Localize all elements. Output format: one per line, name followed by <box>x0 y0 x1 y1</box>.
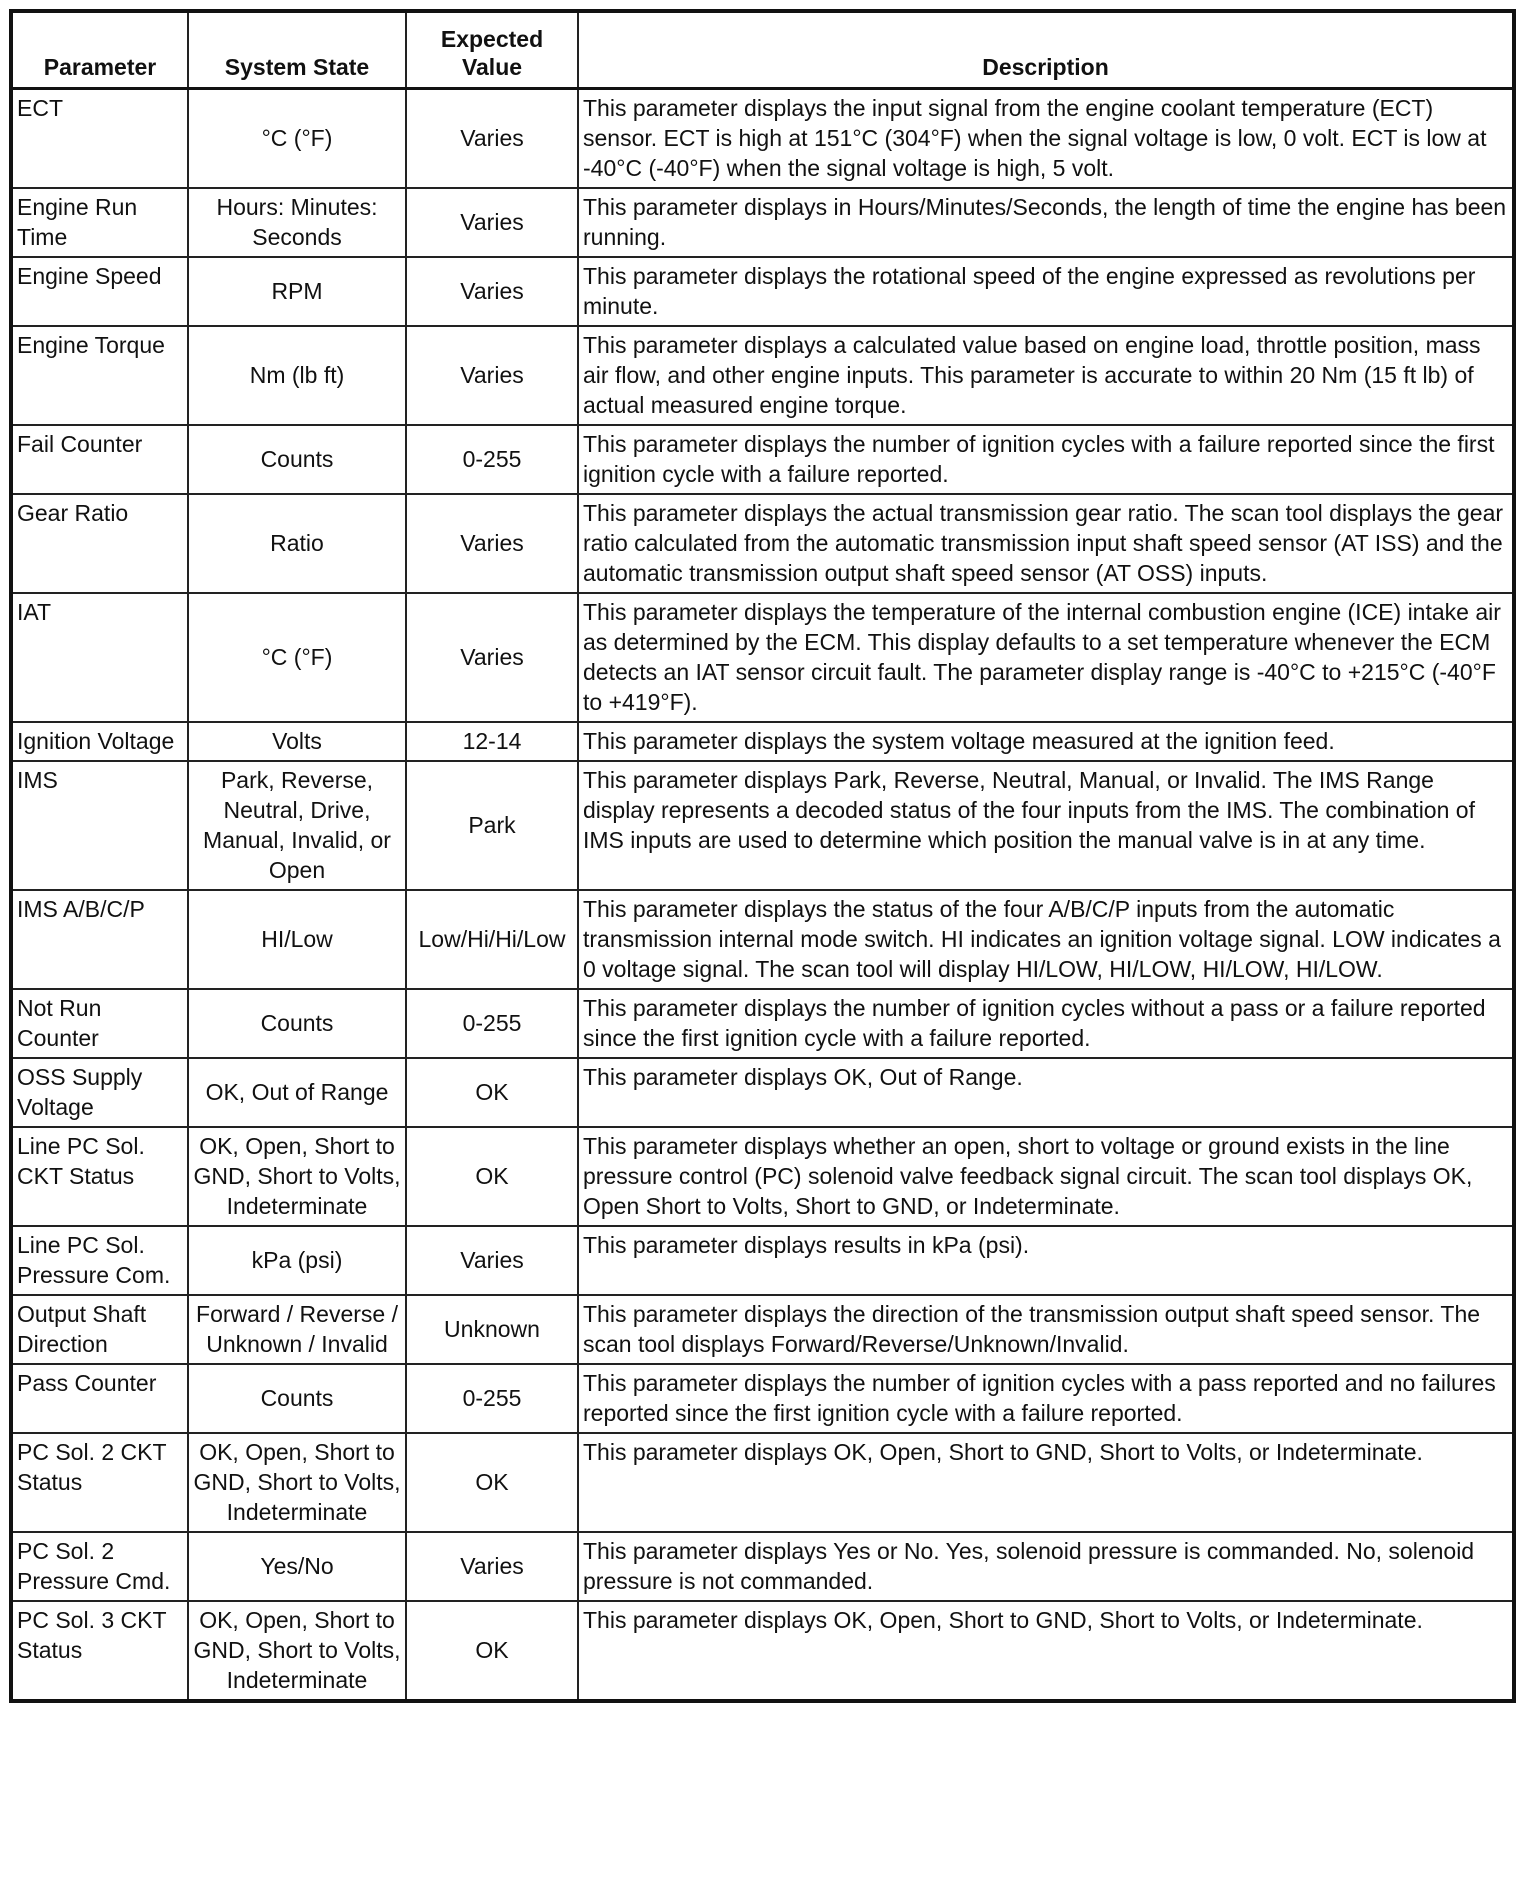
system-state-cell: Nm (lb ft) <box>188 326 406 425</box>
table-row <box>11 326 1514 425</box>
expected-value-cell: OK <box>406 1601 578 1701</box>
description-cell: This parameter displays the number of ignition cycles without a pass or a failure reported since the first ignition cycle with a failure reported. <box>578 989 1514 1058</box>
table-row <box>11 1226 1514 1295</box>
system-state-cell: Counts <box>188 1364 406 1433</box>
parameter-cell: Fail Counter <box>11 425 188 494</box>
table-row <box>11 890 1514 989</box>
description-cell: This parameter displays OK, Open, Short to GND, Short to Volts, or Indeterminate. <box>578 1601 1514 1701</box>
description-cell: This parameter displays the rotational speed of the engine expressed as revolutions per minute. <box>578 257 1514 326</box>
header-expected-value: Expected Value <box>406 11 578 89</box>
table-row <box>11 257 1514 326</box>
description-cell: This parameter displays the system voltage measured at the ignition feed. <box>578 722 1514 761</box>
expected-value-cell: Varies <box>406 1226 578 1295</box>
parameter-cell: Output Shaft Direction <box>11 1295 188 1364</box>
expected-value-cell: Park <box>406 761 578 890</box>
description-cell: This parameter displays the number of ignition cycles with a failure reported since the first ignition cycle with a failure reported. <box>578 425 1514 494</box>
parameter-cell: OSS Supply Voltage <box>11 1058 188 1127</box>
parameter-cell: Engine Run Time <box>11 188 188 257</box>
parameter-cell: Engine Speed <box>11 257 188 326</box>
description-cell: This parameter displays OK, Out of Range. <box>578 1058 1514 1127</box>
expected-value-cell: Varies <box>406 188 578 257</box>
table-row <box>11 1127 1514 1226</box>
parameter-cell: Not Run Counter <box>11 989 188 1058</box>
description-cell: This parameter displays the input signal from the engine coolant temperature (ECT) sensor. ECT is high at 151°C (304°F) when the signal voltage is low, 0 volt. ECT is low at -40°C (-40°F) when the signal voltage is high, 5 volt. <box>578 89 1514 189</box>
header-description: Description <box>578 11 1514 89</box>
table-row <box>11 593 1514 722</box>
expected-value-cell: 0-255 <box>406 1364 578 1433</box>
expected-value-cell: Unknown <box>406 1295 578 1364</box>
parameter-cell: PC Sol. 2 CKT Status <box>11 1433 188 1532</box>
expected-value-cell: Varies <box>406 494 578 593</box>
description-cell: This parameter displays a calculated value based on engine load, throttle position, mass air flow, and other engine inputs. This parameter is accurate to within 20 Nm (15 ft lb) of actual measured engine torque. <box>578 326 1514 425</box>
header-parameter: Parameter <box>11 11 188 89</box>
description-cell: This parameter displays the number of ignition cycles with a pass reported and no failures reported since the first ignition cycle with a failure reported. <box>578 1364 1514 1433</box>
description-cell: This parameter displays the direction of the transmission output shaft speed sensor. The scan tool displays Forward/Reverse/Unknown/Invalid. <box>578 1295 1514 1364</box>
system-state-cell: Volts <box>188 722 406 761</box>
parameter-cell: Line PC Sol. CKT Status <box>11 1127 188 1226</box>
expected-value-cell: Varies <box>406 326 578 425</box>
parameter-cell: Engine Torque <box>11 326 188 425</box>
parameter-cell: Line PC Sol. Pressure Com. <box>11 1226 188 1295</box>
description-cell: This parameter displays the temperature of the internal combustion engine (ICE) intake air as determined by the ECM. This display defaults to a set temperature whenever the ECM detects an IAT sensor circuit fault. The parameter display range is -40°C to +215°C (-40°F to +419°F). <box>578 593 1514 722</box>
expected-value-cell: OK <box>406 1058 578 1127</box>
expected-value-cell: Varies <box>406 257 578 326</box>
system-state-cell: Hours: Minutes: Seconds <box>188 188 406 257</box>
system-state-cell: OK, Out of Range <box>188 1058 406 1127</box>
parameter-cell: PC Sol. 3 CKT Status <box>11 1601 188 1701</box>
system-state-cell: Yes/No <box>188 1532 406 1601</box>
table-row <box>11 89 1514 189</box>
description-cell: This parameter displays whether an open, short to voltage or ground exists in the line pressure control (PC) solenoid valve feedback signal circuit. The scan tool displays OK, Open Short to Volts, Short to GND, or Indeterminate. <box>578 1127 1514 1226</box>
parameter-cell: Pass Counter <box>11 1364 188 1433</box>
parameter-cell: PC Sol. 2 Pressure Cmd. <box>11 1532 188 1601</box>
header-system-state: System State <box>188 11 406 89</box>
table-row <box>11 1058 1514 1127</box>
parameter-cell: ECT <box>11 89 188 189</box>
system-state-cell: OK, Open, Short to GND, Short to Volts, Indeterminate <box>188 1433 406 1532</box>
table-row <box>11 1364 1514 1433</box>
parameter-cell: Ignition Voltage <box>11 722 188 761</box>
description-cell: This parameter displays the status of the four A/B/C/P inputs from the automatic transmission internal mode switch. HI indicates an ignition voltage signal. LOW indicates a 0 voltage signal. The scan tool will display HI/LOW, HI/LOW, HI/LOW, HI/LOW. <box>578 890 1514 989</box>
parameter-cell: IMS A/B/C/P <box>11 890 188 989</box>
system-state-cell: Forward / Reverse / Unknown / Invalid <box>188 1295 406 1364</box>
system-state-cell: OK, Open, Short to GND, Short to Volts, Indeterminate <box>188 1127 406 1226</box>
table-row <box>11 494 1514 593</box>
system-state-cell: °C (°F) <box>188 593 406 722</box>
system-state-cell: HI/Low <box>188 890 406 989</box>
table-row <box>11 989 1514 1058</box>
table-row <box>11 1295 1514 1364</box>
table-row <box>11 1433 1514 1532</box>
table-row <box>11 1601 1514 1701</box>
system-state-cell: RPM <box>188 257 406 326</box>
description-cell: This parameter displays results in kPa (psi). <box>578 1226 1514 1295</box>
table-header-row <box>11 11 1514 89</box>
expected-value-cell: 0-255 <box>406 989 578 1058</box>
system-state-cell: Counts <box>188 989 406 1058</box>
expected-value-cell: OK <box>406 1127 578 1226</box>
parameter-table-container <box>9 9 1512 1703</box>
table-row <box>11 761 1514 890</box>
expected-value-cell: 0-255 <box>406 425 578 494</box>
parameter-cell: Gear Ratio <box>11 494 188 593</box>
system-state-cell: kPa (psi) <box>188 1226 406 1295</box>
table-row <box>11 722 1514 761</box>
description-cell: This parameter displays Park, Reverse, Neutral, Manual, or Invalid. The IMS Range display represents a decoded status of the four inputs from the IMS. The combination of IMS inputs are used to determine which position the manual valve is in at any time. <box>578 761 1514 890</box>
description-cell: This parameter displays OK, Open, Short to GND, Short to Volts, or Indeterminate. <box>578 1433 1514 1532</box>
expected-value-cell: Varies <box>406 593 578 722</box>
system-state-cell: °C (°F) <box>188 89 406 189</box>
table-body <box>11 89 1514 1702</box>
table-row <box>11 425 1514 494</box>
description-cell: This parameter displays Yes or No. Yes, solenoid pressure is commanded. No, solenoid pressure is not commanded. <box>578 1532 1514 1601</box>
system-state-cell: OK, Open, Short to GND, Short to Volts, Indeterminate <box>188 1601 406 1701</box>
parameter-table <box>9 9 1516 1703</box>
system-state-cell: Park, Reverse, Neutral, Drive, Manual, Invalid, or Open <box>188 761 406 890</box>
description-cell: This parameter displays the actual transmission gear ratio. The scan tool displays the gear ratio calculated from the automatic transmission input shaft speed sensor (AT ISS) and the automatic transmission output shaft speed sensor (AT OSS) inputs. <box>578 494 1514 593</box>
description-cell: This parameter displays in Hours/Minutes/Seconds, the length of time the engine has been running. <box>578 188 1514 257</box>
expected-value-cell: 12-14 <box>406 722 578 761</box>
parameter-cell: IMS <box>11 761 188 890</box>
expected-value-cell: Varies <box>406 1532 578 1601</box>
parameter-cell: IAT <box>11 593 188 722</box>
expected-value-cell: Varies <box>406 89 578 189</box>
table-row <box>11 188 1514 257</box>
expected-value-cell: OK <box>406 1433 578 1532</box>
system-state-cell: Ratio <box>188 494 406 593</box>
table-row <box>11 1532 1514 1601</box>
expected-value-cell: Low/Hi/Hi/Low <box>406 890 578 989</box>
system-state-cell: Counts <box>188 425 406 494</box>
